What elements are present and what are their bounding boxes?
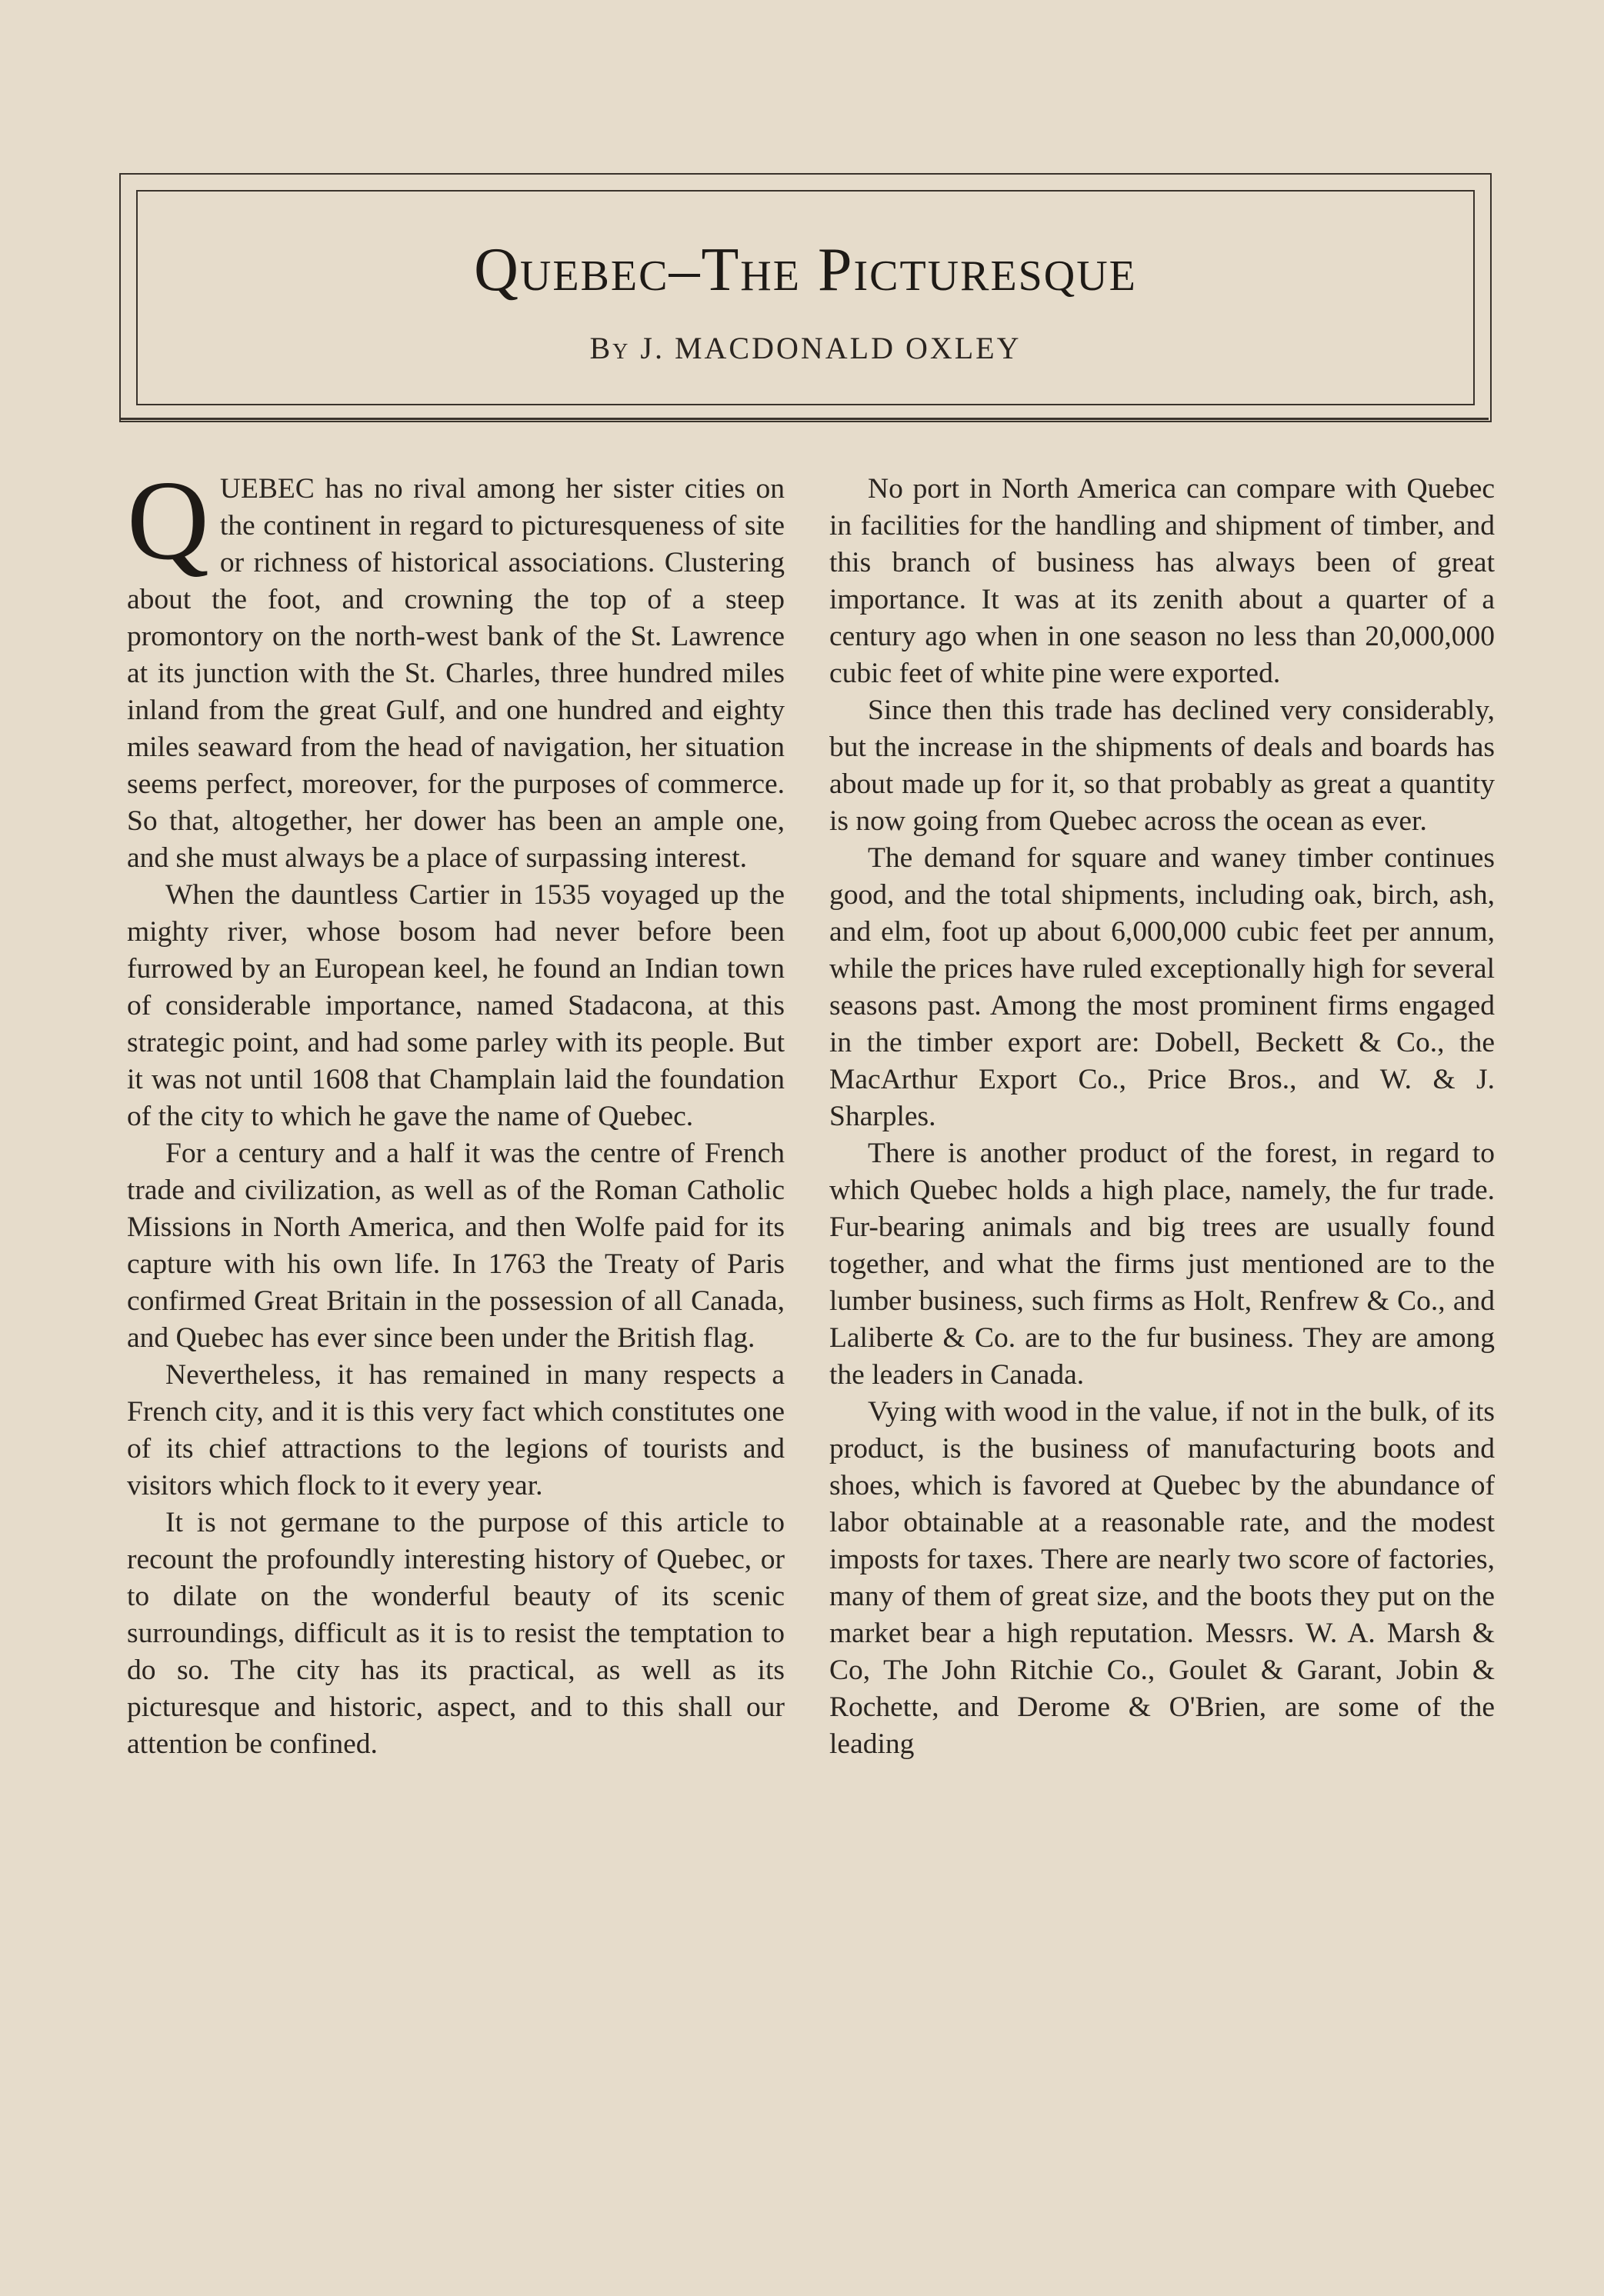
- right-column: [829, 471, 1495, 1763]
- paragraph: The demand for square and waney timber continues good, and the total shipments, including oak, birch, ash, and elm, foot up about 6,000,000 cubic feet per annum, while the prices have ruled exceptionally high for several seasons past. Among the most prominent firms engaged in the timber export are: Dobell, Beckett & Co., the MacArthur Export Co., Price Bros., and W. & J. Sharples.: [829, 842, 1495, 1132]
- left-column: [127, 458, 785, 1763]
- paragraph-text: UEBEC has no rival among her sister cities on the continent in regard to picturesqueness of site or richness of historical associations. Clustering about the foot, and crowning the top of a steep promontory on the north-west bank of the St. Lawrence at its junction with the St. Charles, three hundred miles inland from the great Gulf, and one hundred and eighty miles seaward from the head of navigation, her situation seems perfect, moreover, for the purposes of commerce. So that, altogether, her dower has been an ample one, and she must always be a place of surpassing interest.: [127, 473, 785, 874]
- byline-author: J. MACDONALD OXLEY: [640, 331, 1022, 365]
- title-frame: [119, 173, 1492, 422]
- paragraph: There is another product of the forest, in regard to which Quebec holds a high place, namely, the fur trade. Fur-bearing animals and big trees are usually found together, and what the firms just mentioned are to the lumber business, such firms as Holt, Renfrew & Co., and Laliberte & Co. are to the fur business. They are among the leaders in Canada.: [829, 1138, 1495, 1391]
- drop-cap: Q: [127, 458, 209, 584]
- paragraph: When the dauntless Cartier in 1535 voyaged up the mighty river, whose bosom had never before been furrowed by an European keel, he found an Indian town of considerable importance, named Stadacona, at this strategic point, and had some parley with its people. But it was not until 1608 that Champlain laid the foundation of the city to which he gave the name of Quebec.: [127, 879, 785, 1132]
- paragraph: It is not germane to the purpose of this article to recount the profoundly interesting history of Quebec, or to dilate on the wonderful beauty of its scenic surroundings, difficult as it is to resist the temptation to do so. The city has its practical, as well as its picturesque and historic, aspect, and to this shall our attention be confined.: [127, 1507, 785, 1760]
- byline: [138, 330, 1473, 366]
- paragraph: [127, 458, 785, 877]
- byline-prefix: By: [589, 331, 631, 365]
- paragraph: Nevertheless, it has remained in many respects a French city, and it is this very fact which constitutes one of its chief attractions to the legions of tourists and visitors which flock to it every year.: [127, 1359, 785, 1501]
- paragraph: No port in North America can compare with Quebec in facilities for the handling and shipment of timber, and this branch of business has always been of great importance. It was at its zenith about a quarter of a century ago when in one season no less than 20,000,000 cubic feet of white pine were exported.: [829, 473, 1495, 689]
- paragraph: For a century and a half it was the centre of French trade and civilization, as well as of the Roman Catholic Missions in North America, and then Wolfe paid for its capture with his own life. In 1763 the Treaty of Paris confirmed Great Britain in the possession of all Canada, and Quebec has ever since been under the British flag.: [127, 1138, 785, 1354]
- title-rule: [119, 418, 1489, 420]
- paragraph: Since then this trade has declined very considerably, but the increase in the shipments of deals and boards has about made up for it, so that probably as great a quantity is now going from Quebec across the ocean as ever.: [829, 695, 1495, 837]
- title-frame-inner: [136, 190, 1475, 405]
- article-title: Quebec–The Picturesque: [474, 236, 1137, 304]
- paragraph: Vying with wood in the value, if not in the bulk, of its product, is the business of manufacturing boots and shoes, which is favored at Quebec by the abundance of labor obtainable at a reasonable rate, and the modest imposts for taxes. There are nearly two score of factories, many of them of great size, and the boots they put on the market bear a high reputation. Messrs. W. A. Marsh & Co, The John Ritchie Co., Goulet & Garant, Jobin & Rochette, and Derome & O'Brien, are some of the leading: [829, 1396, 1495, 1760]
